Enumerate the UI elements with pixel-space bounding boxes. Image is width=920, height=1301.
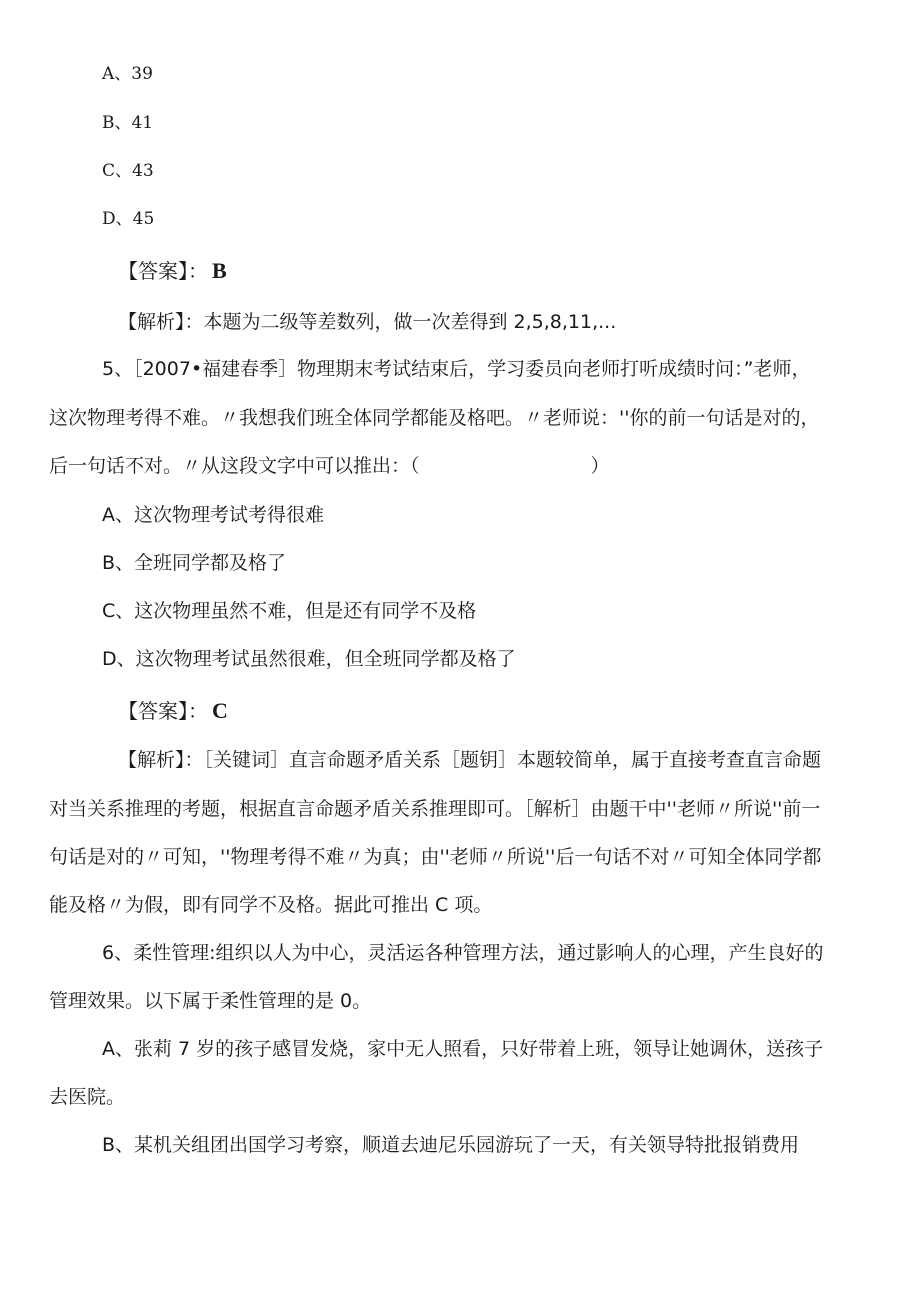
option-b: B、41 (102, 113, 154, 133)
option-d: D、这次物理考试虽然很难，但全班同学都及格了 (102, 648, 516, 670)
option-a-continued: 去医院。 (49, 1086, 126, 1108)
analysis-text: 对当关系推理的考题，根据直言命题矛盾关系推理即可。［解析］由题干中''老师〃所说''前一 (49, 798, 821, 820)
question-stem-line: 管理效果。以下属于柔性管理的是 0。 (49, 990, 372, 1012)
analysis-text: 句话是对的〃可知，''物理考得不难〃为真；由''老师〃所说''后一句话不对〃可知全体同学都 (49, 846, 822, 868)
question-stem-line: 5、［2007•福建春季］物理期末考试结束后，学习委员向老师打听成绩时问：”老师， (102, 358, 811, 380)
answer-label: 【答案】： (118, 699, 208, 723)
answer-value: C (212, 698, 228, 723)
question-stem-line: 6、柔性管理:组织以人为中心，灵活运各种管理方法，通过影响人的心理，产生良好的 (102, 942, 824, 964)
analysis-text: 【解析】：［关键词］直言命题矛盾关系［题钥］本题较简单，属于直接考查直言命题 (118, 749, 822, 771)
answer-label: 【答案】： (118, 259, 208, 283)
question-stem-line: 这次物理考得不难。〃我想我们班全体同学都能及格吧。〃老师说：''你的前一句话是对的， (49, 407, 820, 429)
option-c: C、这次物理虽然不难，但是还有同学不及格 (102, 600, 477, 622)
analysis-text: 能及格〃为假，即有同学不及格。据此可推出 C 项。 (49, 894, 493, 916)
option-d: D、45 (102, 209, 155, 229)
option-b: B、某机关组团出国学习考察，顺道去迪尼乐园游玩了一天，有关领导特批报销费用 (102, 1134, 800, 1156)
answer-line (118, 259, 227, 284)
question-stem-line: 后一句话不对。〃从这段文字中可以推出：（ ） (49, 455, 610, 477)
analysis-text: 【解析】：本题为二级等差数列，做一次差得到 2,5,8,11,... (118, 311, 617, 333)
option-c: C、43 (102, 161, 154, 181)
option-a: A、这次物理考试考得很难 (102, 504, 324, 526)
answer-value: B (212, 258, 227, 283)
option-b: B、全班同学都及格了 (102, 552, 287, 574)
answer-line (118, 699, 228, 724)
option-a: A、张莉 7 岁的孩子感冒发烧，家中无人照看，只好带着上班，领导让她调休，送孩子 (102, 1038, 824, 1060)
option-a: A、39 (102, 64, 153, 84)
